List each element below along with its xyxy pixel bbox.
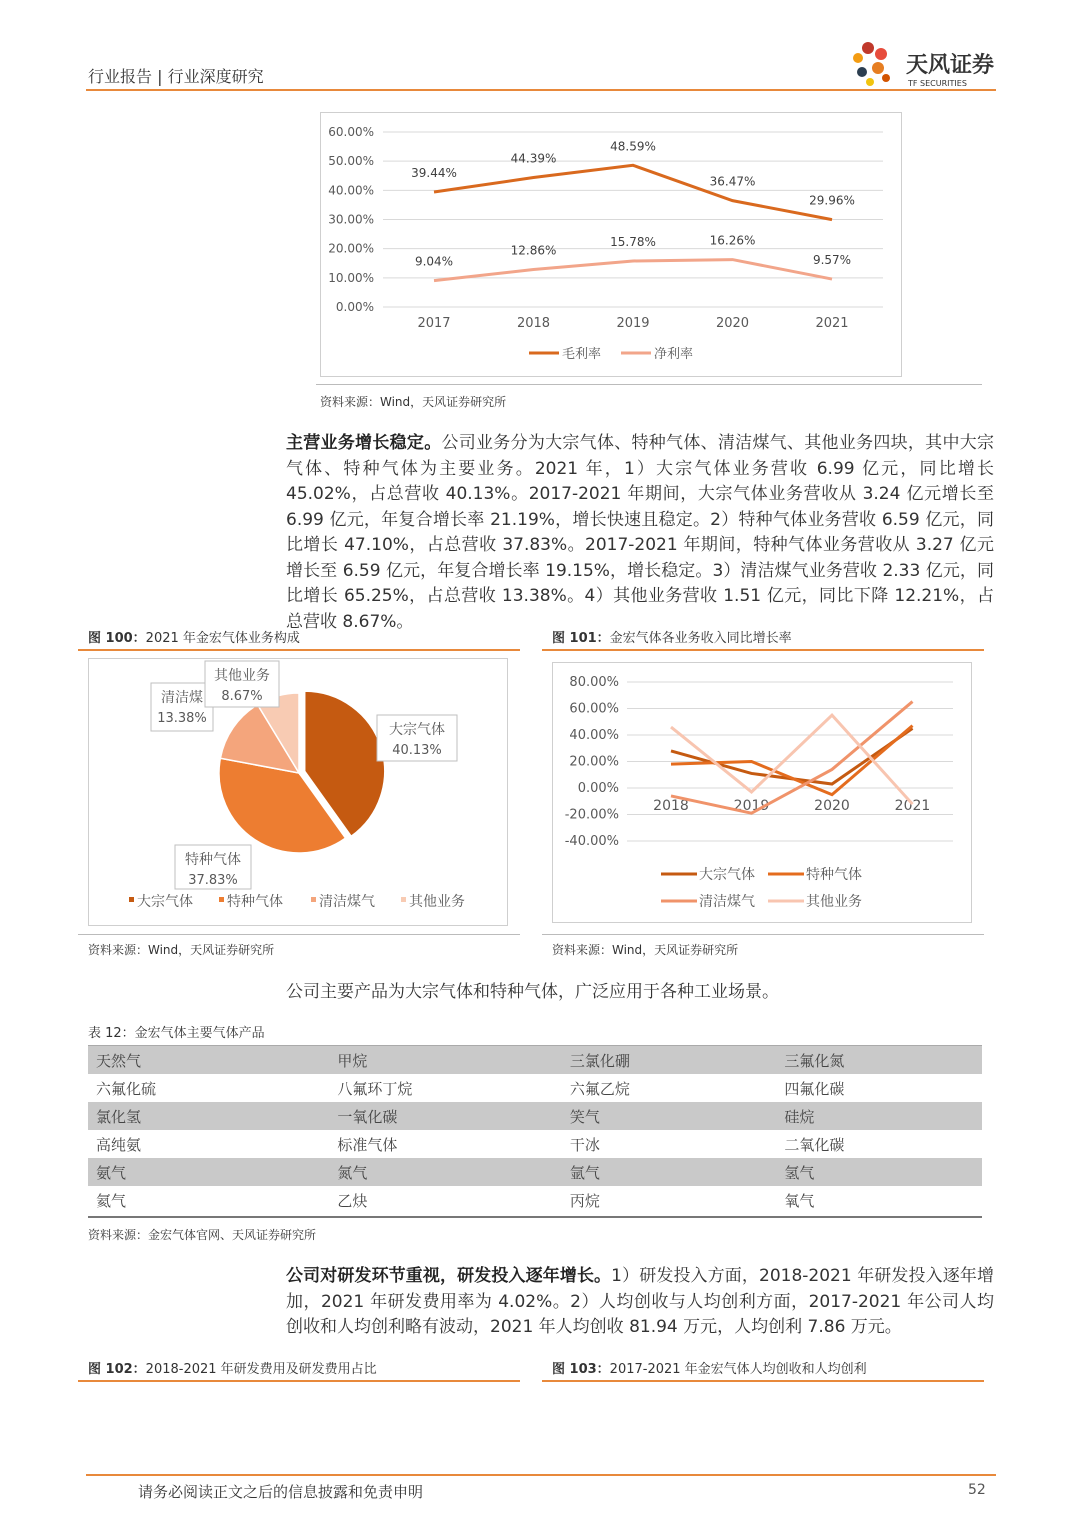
fig100-title: 2021 年金宏气体业务构成: [145, 631, 300, 646]
logo-flower-icon: [848, 36, 998, 90]
logo-cn-text: 天风证券: [906, 53, 995, 78]
y-tick-label: 0.00%: [335, 300, 374, 314]
table-cell: 标准气体: [337, 1135, 398, 1154]
data-label: 15.78%: [610, 234, 656, 249]
table-cell: 天然气: [88, 1046, 329, 1074]
data-label: 9.57%: [812, 253, 852, 268]
growth-line-chart: [553, 663, 971, 922]
table-cell: 八氟环丁烷: [337, 1079, 413, 1098]
table-row: [88, 1130, 982, 1158]
y-tick-label: 50.00%: [328, 154, 374, 169]
fig102-title: 2018-2021 年研发费用及研发费用占比: [145, 1362, 377, 1377]
data-label: 16.26%: [709, 233, 756, 248]
table-cell: 氩气: [562, 1158, 777, 1186]
x-tick-label: 2018: [653, 798, 689, 814]
table-cell: 氯化氢: [88, 1102, 329, 1130]
data-label: 44.39%: [510, 151, 557, 166]
legend-label: 清洁煤气: [699, 894, 755, 910]
fig103-number: 图 103：: [552, 1362, 610, 1377]
table-cell: 笑气: [562, 1102, 777, 1130]
business-pie-chart: [89, 659, 507, 925]
legend-marker: [129, 897, 134, 902]
y-tick-label: 40.00%: [569, 728, 619, 743]
data-label: 29.96%: [809, 193, 855, 208]
legend-label: 特种气体: [806, 867, 862, 883]
table-cell: 氨气: [88, 1158, 329, 1186]
data-label: 9.04%: [414, 254, 454, 269]
pie-callout-value: 37.83%: [188, 873, 238, 888]
legend-marker: [219, 897, 224, 902]
table-row: [88, 1102, 982, 1130]
table-cell: 干冰: [569, 1135, 600, 1154]
table12-source: 资料来源：金宏气体官网、天风证券研究所: [88, 1228, 317, 1242]
fig101-number: 图 101：: [552, 631, 610, 646]
pie-callout-value: 8.67%: [221, 689, 263, 704]
fig101-caption: [552, 627, 792, 646]
fig103-caption-line: [542, 1380, 984, 1382]
fig101-caption-line: [542, 649, 984, 651]
legend-label: 大宗气体: [699, 867, 755, 883]
fig102-caption: [88, 1358, 377, 1377]
data-label: 48.59%: [610, 139, 656, 154]
x-tick-label: 2017: [417, 316, 451, 331]
pie-callout-value: 40.13%: [392, 743, 442, 758]
fig100-caption-line: [78, 649, 520, 651]
legend-marker: [311, 897, 316, 902]
table-row: [88, 1186, 982, 1214]
fig100-source: 资料来源：Wind，天风证券研究所: [88, 943, 275, 957]
y-tick-label: 10.00%: [328, 270, 374, 285]
table-cell: 三氟化氮: [776, 1046, 982, 1074]
page-number: 52: [968, 1482, 986, 1498]
x-tick-label: 2019: [733, 798, 770, 814]
x-tick-label: 2018: [516, 316, 551, 331]
table-cell: 二氧化碳: [784, 1135, 845, 1154]
fig103-caption: [552, 1358, 867, 1377]
pie-callout-name: 大宗气体: [389, 722, 445, 738]
table-cell: 高纯氨: [96, 1135, 142, 1154]
para3-lead: 公司对研发环节重视，研发投入逐年增长。: [286, 1266, 612, 1286]
table-cell: 氮气: [329, 1158, 561, 1186]
table-cell: 六氟化硫: [96, 1079, 157, 1098]
fig103-title: 2017-2021 年金宏气体人均创收和人均创利: [609, 1362, 867, 1377]
margin-chart-source: 资料来源：Wind，天风证券研究所: [320, 395, 507, 409]
main-business-paragraph: [286, 431, 994, 635]
table-cell: 氦气: [96, 1191, 127, 1210]
table-cell: 四氟化碳: [784, 1079, 845, 1098]
margin-chart-box: [320, 112, 902, 377]
legend-marker: [401, 897, 406, 902]
legend-label: 特种气体: [227, 894, 283, 910]
y-tick-label: 80.00%: [569, 675, 619, 690]
x-tick-label: 2020: [814, 798, 850, 814]
pie-callout-name: 其他业务: [214, 668, 270, 684]
products-paragraph: 公司主要产品为大宗气体和特种气体，广泛应用于各种工业场景。: [286, 982, 779, 1002]
company-logo: [848, 36, 998, 90]
legend-label: 大宗气体: [137, 894, 193, 910]
para1-lead: 主营业务增长稳定。: [286, 433, 442, 453]
fig101-box: [552, 662, 972, 923]
table-cell: 氧气: [784, 1191, 815, 1210]
fig100-box: [88, 658, 508, 926]
legend-label: 净利率: [654, 347, 694, 362]
table-row: [88, 1074, 982, 1102]
fig101-title: 金宏气体各业务收入同比增长率: [609, 631, 792, 646]
fig100-caption: [88, 627, 300, 646]
margin-line-chart: [321, 113, 901, 376]
series-line-毛利率: [434, 165, 832, 219]
y-tick-label: 40.00%: [328, 183, 374, 198]
fig102-number: 图 102：: [88, 1362, 146, 1377]
pie-callout-value: 13.38%: [157, 711, 207, 726]
table-cell: 丙烷: [569, 1191, 600, 1210]
table12-title: 表 12：金宏气体主要气体产品: [88, 1026, 265, 1041]
y-tick-label: 0.00%: [577, 781, 619, 796]
fig101-source: 资料来源：Wind，天风证券研究所: [552, 943, 739, 957]
data-label: 39.44%: [411, 165, 457, 180]
logo-en-text: TF SECURITIES: [908, 79, 967, 88]
footer-disclaimer: 请务必阅读正文之后的信息披露和免责申明: [138, 1483, 424, 1501]
y-tick-label: 20.00%: [328, 241, 374, 256]
y-tick-label: -20.00%: [564, 807, 619, 823]
table-row: [88, 1046, 982, 1074]
table-cell: 甲烷: [329, 1046, 561, 1074]
x-tick-label: 2021: [894, 798, 931, 814]
y-tick-label: 60.00%: [569, 701, 619, 717]
pie-callout-name: 清洁煤: [161, 690, 203, 706]
rd-paragraph: [286, 1264, 994, 1341]
fig101-bottom-line: [542, 934, 984, 935]
legend-label: 其他业务: [409, 894, 465, 910]
margin-chart-bottom-line: [316, 384, 982, 385]
x-tick-label: 2019: [616, 316, 650, 331]
footer-divider: [86, 1474, 996, 1476]
table-row: [88, 1158, 982, 1186]
y-tick-label: 30.00%: [328, 212, 374, 227]
y-tick-label: -40.00%: [564, 834, 619, 849]
y-tick-label: 20.00%: [569, 754, 619, 770]
table-cell: 三氯化硼: [562, 1046, 777, 1074]
table-cell: 硅烷: [776, 1102, 982, 1130]
table-cell: 氢气: [776, 1158, 982, 1186]
x-tick-label: 2020: [715, 316, 750, 331]
header-breadcrumb: 行业报告 | 行业深度研究: [88, 67, 264, 86]
legend-label: 清洁煤气: [319, 894, 375, 910]
data-label: 36.47%: [709, 174, 756, 189]
gas-products-table: [88, 1046, 982, 1214]
data-label: 12.86%: [510, 243, 557, 258]
fig100-bottom-line: [78, 934, 520, 935]
legend-label: 其他业务: [806, 894, 862, 910]
fig102-caption-line: [78, 1380, 520, 1382]
fig100-number: 图 100：: [88, 631, 146, 646]
y-tick-label: 60.00%: [328, 125, 374, 139]
table-cell: 六氟乙烷: [569, 1079, 630, 1098]
pie-callout-name: 特种气体: [185, 852, 241, 868]
table-cell: 乙炔: [337, 1191, 368, 1210]
para3-body: 1）研发投入方面，2018-2021 年研发投入逐年增加，2021 年研发费用率为 4.02%。2）人均创收与人均创利方面，2017-2021 年公司人均创收和人均创利略有波动，2021 年人均创收 81.94 万元，人均创利 7.86 万元。: [286, 1266, 994, 1337]
legend-label: 毛利率: [562, 347, 602, 362]
table-cell: 一氧化碳: [329, 1102, 561, 1130]
x-tick-label: 2021: [815, 316, 849, 331]
para1-body: 公司业务分为大宗气体、特种气体、清洁煤气、其他业务四块，其中大宗气体、特种气体为主要业务。2021 年，1）大宗气体业务营收 6.99 亿元，同比增长 45.02%，占总营收 40.13%。2017-2021 年期间，大宗气体业务营收从 3.24 亿元增长至 6.99 亿元，年复合增长率 21.19%，增长快速且稳定。2）特种气体业务营收 6.59 亿元，同比增长 47.10%，占总营收 37.83%。2017-2021 年期间，特种气体业务营收从 3.27 亿元增长至 6.59 亿元，年复合增长率 19.15%，增长稳定。3）清洁煤气业务营收 2.33 亿元，同比增长 65.25%，占总营收 13.38%。4）其他业务营收 1.51 亿元，同比下降 12.21%，占总营收 8.67%。: [286, 433, 995, 632]
table12-bottom-line: [88, 1216, 982, 1218]
